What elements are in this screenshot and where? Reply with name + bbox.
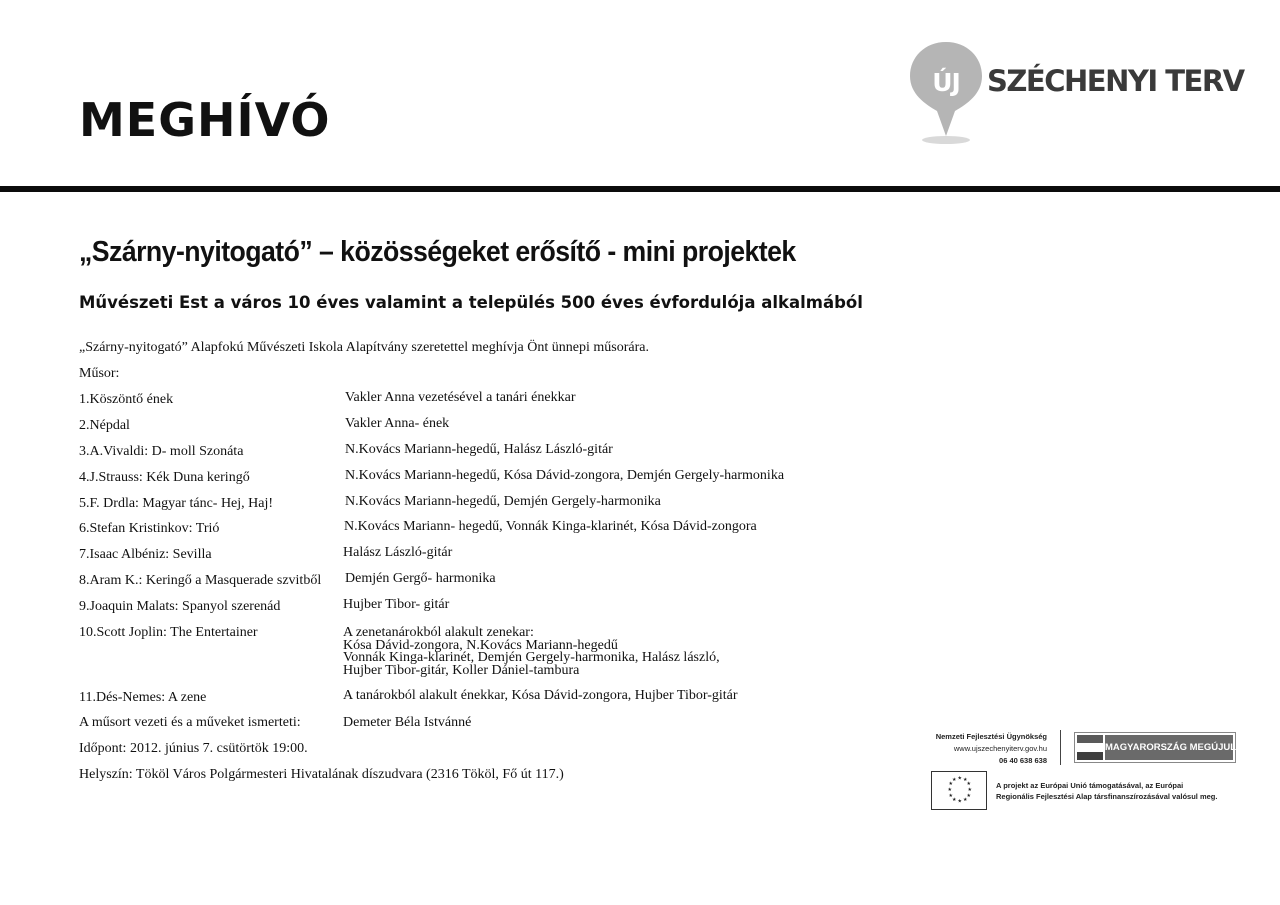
event-venue: Helyszín: Tököl Város Polgármesteri Hivatalának díszudvara (2316 Tököl, Fő út 117.): [79, 767, 564, 782]
svg-text:★: ★: [963, 797, 968, 803]
eu-flag-icon: [931, 771, 987, 810]
program-performers: Halász László-gitár: [343, 545, 453, 560]
program-performers: Vakler Anna- ének: [345, 416, 450, 431]
svg-text:★: ★: [966, 781, 971, 787]
program-performers: Hujber Tibor- gitár: [343, 597, 450, 612]
agency-phone: 06 40 638 638: [999, 756, 1047, 765]
svg-text:★: ★: [963, 777, 968, 783]
svg-text:★: ★: [947, 787, 952, 793]
program-performers: N.Kovács Mariann-hegedű, Demjén Gergely-harmonika: [345, 494, 661, 509]
szechenyi-terv-logo: [905, 38, 1245, 148]
performer-line: A zenetanárokból alakult zenekar:: [343, 625, 534, 640]
invitation-title: MEGHÍVÓ: [79, 93, 331, 147]
program-piece: 3.A.Vivaldi: D- moll Szonáta: [79, 444, 244, 459]
performer-line: Hujber Tibor-gitár, Koller Dániel-tambura: [343, 662, 580, 678]
agency-website: www.ujszechenyiterv.gov.hu: [953, 744, 1047, 753]
program-piece: 11.Dés-Nemes: A zene: [79, 690, 207, 705]
program-performers: Demjén Gergő- harmonika: [345, 571, 496, 586]
event-time: Időpont: 2012. június 7. csütörtök 19:00.: [79, 741, 308, 756]
host-name: Demeter Béla Istvánné: [343, 715, 472, 730]
program-label: Műsor:: [79, 366, 120, 381]
svg-text:★: ★: [948, 793, 953, 799]
program-performers: A tanárokból alakult énekkar, Kósa Dávid-zongora, Hujber Tibor-gitár: [343, 688, 738, 703]
logo-divider: [1060, 730, 1061, 765]
program-piece: 8.Aram K.: Keringő a Masquerade szvitből: [79, 573, 322, 588]
program-performers: N.Kovács Mariann- hegedű, Vonnák Kinga-klarinét, Kósa Dávid-zongora: [344, 519, 757, 534]
program-piece: 9.Joaquin Malats: Spanyol szerenád: [79, 599, 281, 614]
program-performers: Vakler Anna vezetésével a tanári énekkar: [345, 390, 576, 405]
header-divider: [0, 186, 1280, 192]
logo-name: SZÉCHENYI TERV: [987, 64, 1244, 98]
svg-text:★: ★: [957, 775, 962, 782]
project-subtitle: „Szárny-nyitogató” – közösségeket erősítő - mini projektek: [79, 236, 796, 268]
program-piece: 10.Scott Joplin: The Entertainer: [79, 625, 258, 640]
program-piece: 6.Stefan Kristinkov: Trió: [79, 521, 220, 536]
host-label: A műsort vezeti és a műveket ismerteti:: [79, 715, 301, 730]
renewal-label: MAGYARORSZÁG MEGÚJUL: [1105, 735, 1233, 760]
program-piece: 2.Népdal: [79, 418, 130, 433]
program-performers: N.Kovács Mariann-hegedű, Kósa Dávid-zongora, Demjén Gergely-harmonika: [345, 468, 785, 483]
performer-line: Kósa Dávid-zongora, N.Kovács Mariann-hegedű: [343, 637, 618, 653]
performer-line: Vonnák Kinga-klarinét, Demjén Gergely-harmonika, Halász lászló,: [343, 650, 720, 665]
eu-note-line: A projekt az Európai Unió támogatásával, az Európai: [996, 781, 1184, 790]
svg-text:★: ★: [967, 787, 972, 793]
agency-contact: [915, 731, 1047, 767]
hungarian-flag-icon: [1077, 735, 1103, 760]
invitation-intro: „Szárny-nyitogató” Alapfokú Művészeti Iskola Alapítvány szeretettel meghívja Önt ünnepi műsorára.: [79, 340, 649, 355]
svg-text:★: ★: [952, 797, 957, 803]
program-piece: 1.Köszöntő ének: [79, 392, 174, 407]
program-piece: 4.J.Strauss: Kék Duna keringő: [79, 470, 250, 485]
event-tagline: Művészeti Est a város 10 éves valamint a település 500 éves évfordulója alkalmából: [79, 293, 863, 312]
program-performers: [343, 627, 720, 677]
svg-text:★: ★: [948, 781, 953, 787]
agency-name: Nemzeti Fejlesztési Ügynökség: [935, 732, 1047, 741]
svg-text:★: ★: [952, 777, 957, 783]
eu-note-line: Regionális Fejlesztési Alap társfinanszírozásával valósul meg.: [996, 792, 1218, 801]
svg-text:★: ★: [957, 798, 962, 805]
program-piece: 5.F. Drdla: Magyar tánc- Hej, Haj!: [79, 496, 274, 511]
eu-support-note: [996, 780, 1217, 802]
program-performers: N.Kovács Mariann-hegedű, Halász László-gitár: [345, 442, 613, 457]
program-piece: 7.Isaac Albéniz: Sevilla: [79, 547, 212, 562]
svg-text:★: ★: [966, 793, 971, 799]
logo-pin-label: ÚJ: [932, 68, 960, 97]
magyarorszag-megujul-logo: [1074, 732, 1236, 763]
host-line: [79, 715, 472, 731]
